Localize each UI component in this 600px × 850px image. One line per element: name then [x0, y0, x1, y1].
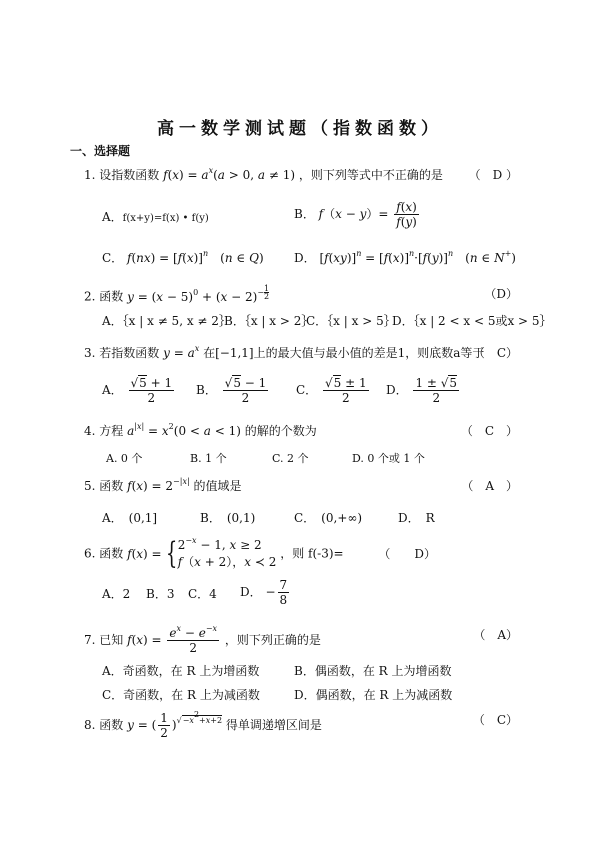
- option-c: C． $f(nx) = [f(x)]^n$ (n ∈ Q): [102, 249, 264, 265]
- answer-5: （ A ）: [461, 479, 518, 493]
- option-b: B． f（x − y）= $\frac{f(x)}{f(y)}$: [294, 200, 417, 229]
- question-8: 8. 函数 y = ( $\frac{1}{2}$ )$^{√-x^2+x+2}$ 得单调递增区间是: [84, 710, 322, 740]
- option-a: A． $\frac{√5 + 1}{2}$: [102, 376, 173, 405]
- question-stem: 在[−1,1]上的最大值与最小值的差是1，则底数a等于: [203, 346, 485, 360]
- option-c: C． (0,+∞): [294, 511, 363, 525]
- question-stem: 的值域是: [193, 479, 242, 493]
- formula: y = ( $\frac{1}{2}$ )$^{√-x^2+x+2}$: [127, 710, 223, 740]
- option-c: C． $\frac{√5 \pm 1}{2}$: [296, 376, 367, 405]
- question-stem: 已知: [99, 633, 124, 647]
- option-d: D． − $\frac{7}{8}$: [240, 578, 288, 607]
- option-d: D． $[f(xy)]^n = [f(x)]^n\cdot[f(y)]^n$ (n ∈ N+): [294, 249, 516, 265]
- formula: $y = a^x$: [163, 344, 200, 360]
- option-b: B．偶函数，在 R 上为增函数: [294, 664, 452, 678]
- question-3: 3. 若指数函数 $y = a^x$ 在[−1,1]上的最大值与最小值的差是1，则底数a等于: [84, 344, 485, 360]
- option-b: B． $\frac{√5 - 1}{2}$: [196, 376, 267, 405]
- option-a: A．｛x | x ≠ 5, x ≠ 2｝: [102, 314, 231, 328]
- question-stem: 设指数函数: [99, 168, 160, 182]
- formula: f(x) = $\frac{e^x - e^{-x}}{2}$: [127, 624, 218, 655]
- option-d: D．｛x | 2 < x < 5或x > 5｝: [392, 314, 552, 328]
- option-c: C．4: [188, 587, 217, 601]
- option-d: D．偶函数，在 R 上为减函数: [294, 688, 453, 702]
- question-stem: 若指数函数: [99, 346, 160, 360]
- option-b: B． (0,1): [200, 511, 256, 525]
- question-stem: 函数: [99, 718, 124, 732]
- formula: $y = (x - 5)^0 + (x - 2)^{- \frac{1}{2}}$: [127, 284, 270, 304]
- question-7: 7. 已知 f(x) = $\frac{e^x - e^{-x}}{2}$ ，则下列正确的是: [84, 624, 321, 655]
- question-6: 6. 函数 f(x) = { $2^{-x} - 1$, x ≥ 2 f（x + 2），x ≺ 2 ，则 f(-3)=: [84, 536, 344, 571]
- question-stem: 函数: [99, 479, 124, 493]
- question-4: 4. 方程 $a^{|x|} = x^2(0 < a < 1)$ 的解的个数为: [84, 422, 317, 438]
- option-b: B．3: [146, 587, 175, 601]
- answer-8: （ C）: [472, 713, 518, 727]
- formula: $f(x) = 2^{-|x|}$: [127, 477, 190, 493]
- question-number: 1.: [84, 168, 96, 182]
- section-heading: 一、选择题: [70, 144, 131, 158]
- question-1: [84, 166, 443, 183]
- formula: $f(x) = a^x(a > 0$, a ≠ 1): [163, 166, 296, 182]
- option-a: A．2: [102, 587, 131, 601]
- option-c: C. 2 个: [272, 452, 309, 465]
- page-title: 高一数学测试题（指数函数）: [157, 119, 443, 139]
- answer-7: （ A）: [473, 628, 518, 642]
- question-stem: ，则下列正确的是: [224, 633, 321, 647]
- option-d: D. 0 个或 1 个: [352, 452, 425, 465]
- option-d: D． $\frac{1 \pm √5}{2}$: [386, 376, 458, 405]
- formula: $a^{|x|} = x^2(0 < a < 1)$: [127, 422, 241, 438]
- option-b: B．｛x | x > 2｝: [224, 314, 314, 328]
- question-2: 2. 函数 $y = (x - 5)^0 + (x - 2)^{- \frac{1}{2}}$: [84, 284, 270, 304]
- option-a: A．f(x+y)=f(x) • f(y): [102, 210, 209, 224]
- option-a: A． (0,1]: [102, 511, 158, 525]
- option-c: C．｛x | x > 5｝: [306, 314, 396, 328]
- option-a: A. 0 个: [106, 452, 143, 465]
- option-d: D． R: [398, 511, 435, 525]
- answer-2: （D）: [484, 287, 518, 301]
- answer-6: （ D）: [378, 547, 436, 561]
- question-stem: ，则 f(-3)=: [280, 546, 344, 561]
- option-c: C．奇函数，在 R 上为减函数: [102, 688, 260, 702]
- question-stem: 得单调递增区间是: [225, 718, 322, 732]
- option-b: B. 1 个: [190, 452, 227, 465]
- answer-1: （ D ）: [468, 168, 518, 182]
- question-stem: 方程: [99, 424, 124, 438]
- formula: f(x) = { $2^{-x} - 1$, x ≥ 2 f（x + 2），x ≺ 2: [127, 536, 277, 571]
- question-stem: 函数: [99, 289, 124, 304]
- question-5: 5. 函数 $f(x) = 2^{-|x|}$ 的值域是: [84, 477, 242, 493]
- option-a: A．奇函数，在 R 上为增函数: [102, 664, 260, 678]
- answer-4: （ C ）: [460, 424, 518, 438]
- question-stem: 的解的个数为: [244, 424, 317, 438]
- question-stem: 函数: [99, 546, 124, 561]
- question-stem: ，则下列等式中不正确的是: [298, 168, 443, 182]
- answer-3: （ C）: [472, 346, 518, 360]
